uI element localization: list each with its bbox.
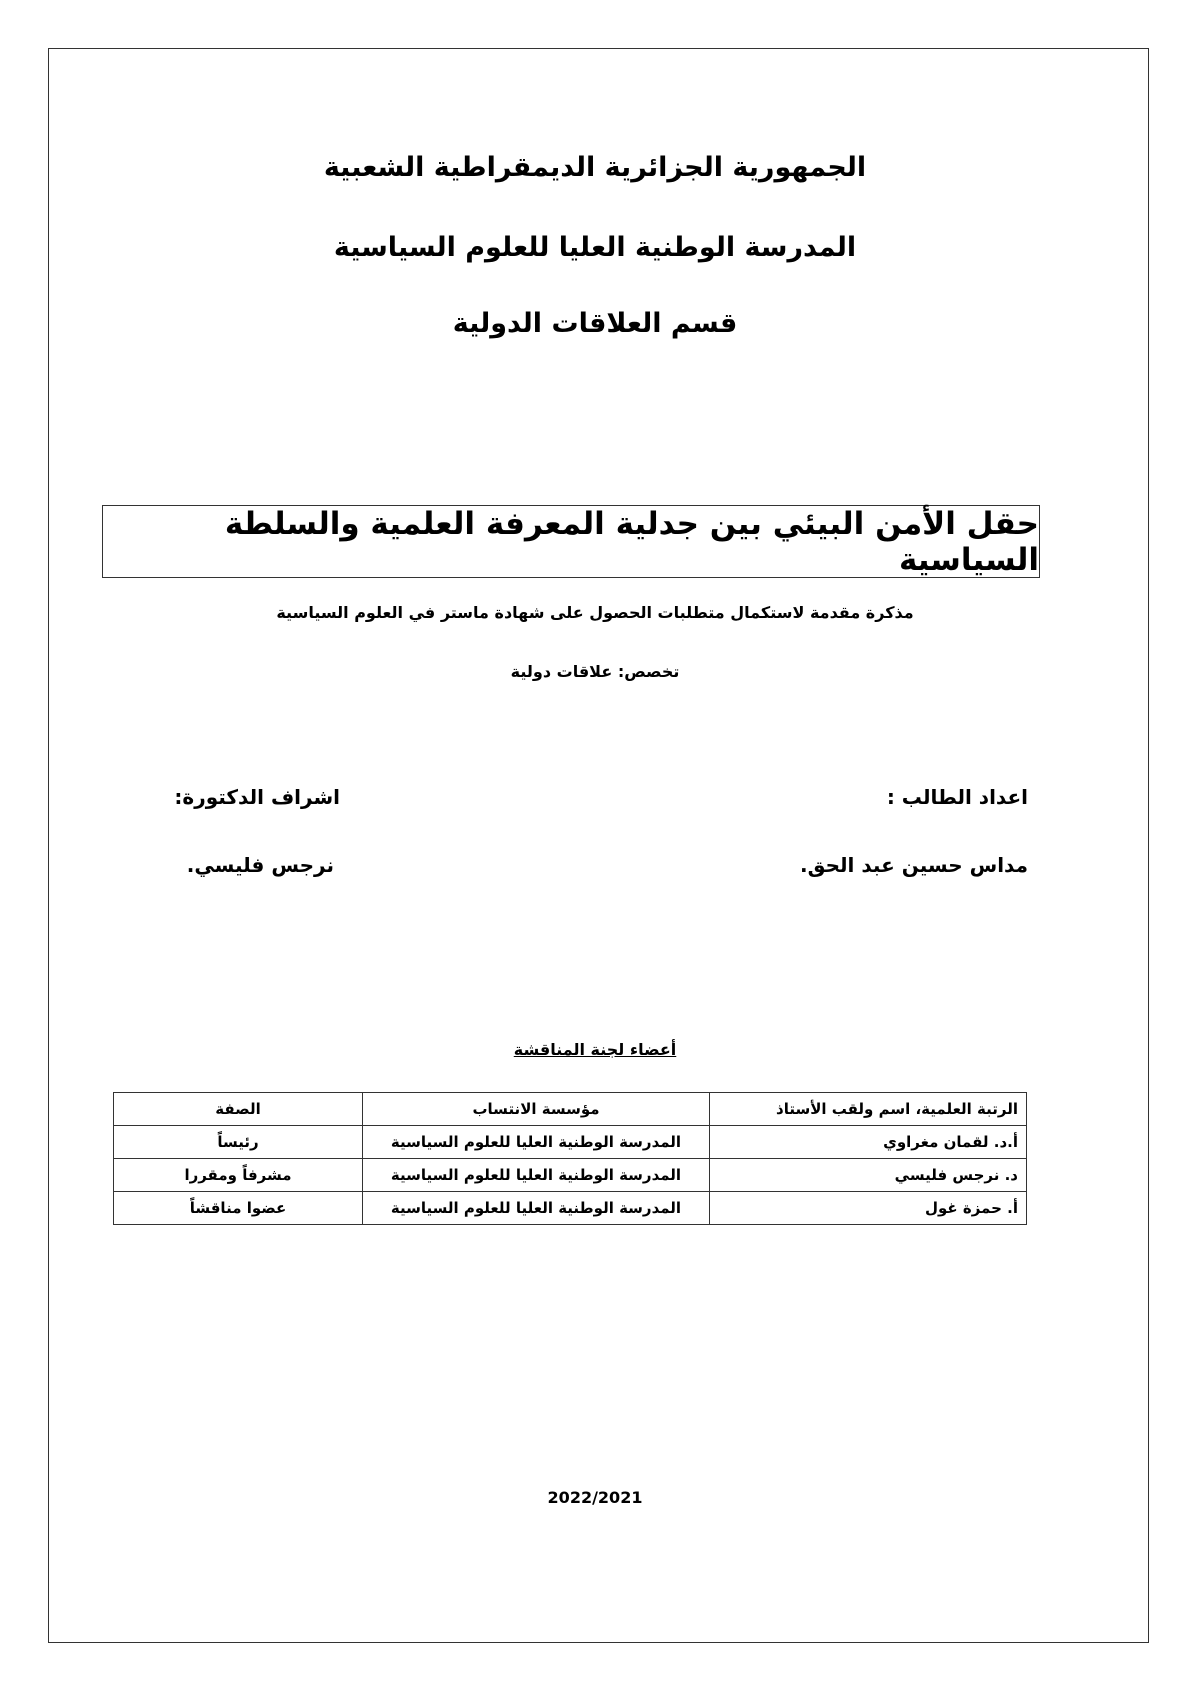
table-row xyxy=(114,1159,1027,1192)
member-institution: المدرسة الوطنية العليا للعلوم السياسية xyxy=(363,1192,710,1225)
table-row xyxy=(114,1192,1027,1225)
member-institution: المدرسة الوطنية العليا للعلوم السياسية xyxy=(363,1159,710,1192)
committee-table xyxy=(113,1092,1027,1225)
thesis-title-box xyxy=(102,505,1040,578)
department-heading: قسم العلاقات الدولية xyxy=(452,308,738,339)
republic-heading: الجمهورية الجزائرية الديمقراطية الشعبية xyxy=(323,152,867,183)
supervisor-name: نرجس فليسي. xyxy=(186,853,334,877)
page-border xyxy=(48,48,1149,1643)
student-name: مداس حسين عبد الحق. xyxy=(800,853,1028,877)
thesis-title: حقل الأمن البيئي بين جدلية المعرفة العلمية والسلطة السياسية xyxy=(224,505,1039,578)
specialty: تخصص: علاقات دولية xyxy=(510,662,680,681)
member-name: أ. حمزة غول xyxy=(710,1192,1027,1225)
committee-heading: أعضاء لجنة المناقشة xyxy=(513,1040,677,1059)
column-header: مؤسسة الانتساب xyxy=(363,1093,710,1126)
column-header: الرتبة العلمية، اسم ولقب الأستاذ xyxy=(710,1093,1027,1126)
student-label: اعداد الطالب : xyxy=(886,785,1028,809)
school-heading: المدرسة الوطنية العليا للعلوم السياسية xyxy=(333,232,857,263)
supervisor-label: اشراف الدكتورة: xyxy=(174,785,340,809)
member-name: د. نرجس فليسي xyxy=(710,1159,1027,1192)
column-header: الصفة xyxy=(114,1093,363,1126)
table-header-row xyxy=(114,1093,1027,1126)
member-role: عضوا مناقشاً xyxy=(114,1192,363,1225)
thesis-subtitle: مذكرة مقدمة لاستكمال متطلبات الحصول على شهادة ماستر في العلوم السياسية xyxy=(276,603,914,622)
table-row xyxy=(114,1126,1027,1159)
member-name: أ.د. لقمان مغراوي xyxy=(710,1126,1027,1159)
academic-year: 2022/2021 xyxy=(547,1488,643,1507)
member-institution: المدرسة الوطنية العليا للعلوم السياسية xyxy=(363,1126,710,1159)
member-role: رئيساً xyxy=(114,1126,363,1159)
member-role: مشرفاً ومقررا xyxy=(114,1159,363,1192)
